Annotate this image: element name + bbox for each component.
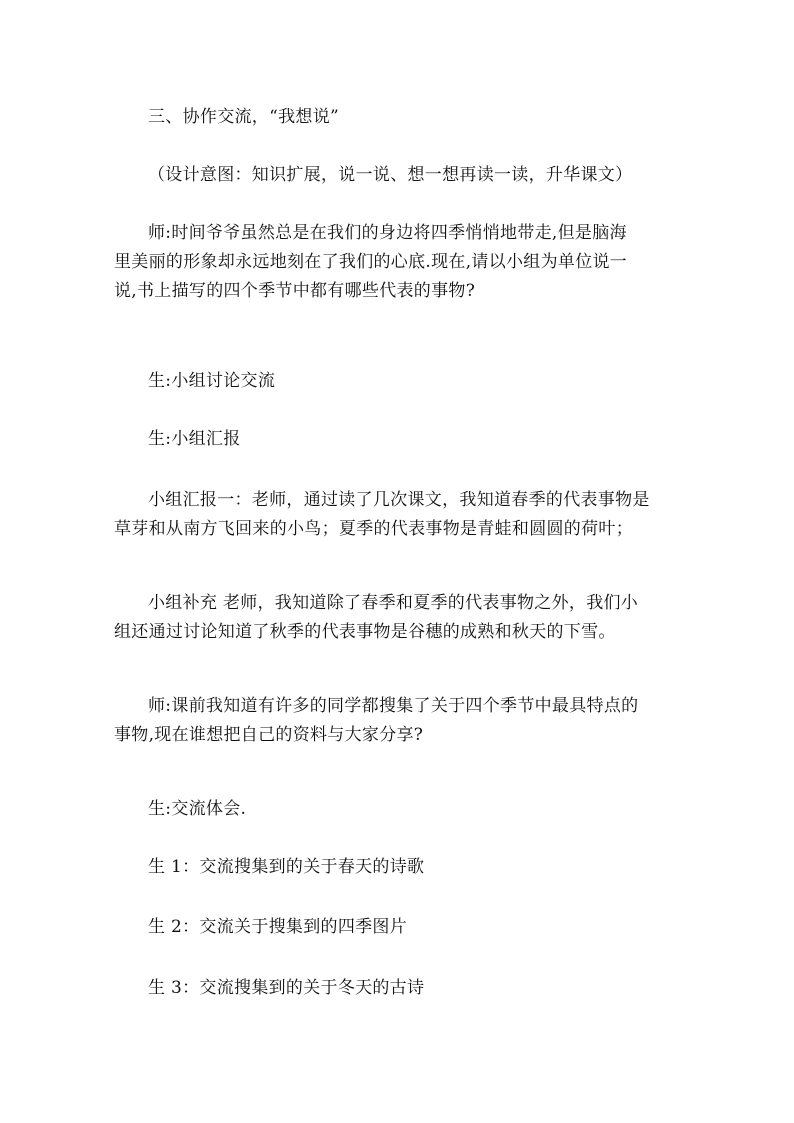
student-paragraph: [114, 853, 694, 882]
text-line: 生 1：交流搜集到的关于春天的诗歌: [148, 857, 425, 877]
text-line: 三、协作交流，“我想说”: [148, 107, 339, 127]
text-line: 草芽和从南方飞回来的小鸟；夏季的代表事物是青蛙和圆圆的荷叶；: [114, 519, 633, 539]
section-heading: [114, 103, 694, 132]
text-line: 事物,现在谁想把自己的资料与大家分享?: [114, 725, 424, 745]
student-paragraph: [114, 367, 694, 396]
text-line: 生:交流体会.: [148, 799, 247, 819]
text-line: 生 2：交流关于搜集到的四季图片: [148, 917, 408, 937]
student-paragraph: [114, 795, 694, 824]
text-line: 师:时间爷爷虽然总是在我们的身边将四季悄悄地带走,但是脑海: [148, 223, 627, 243]
group-supplement-paragraph: [114, 589, 694, 647]
text-line: 小组汇报一：老师，通过读了几次课文，我知道春季的代表事物是: [148, 490, 650, 510]
text-line: 里美丽的形象却永远地刻在了我们的心底.现在,请以小组为单位说一: [114, 252, 628, 272]
text-line: 说,书上描写的四个季节中都有哪些代表的事物?: [114, 281, 476, 301]
teacher-paragraph: [114, 692, 694, 750]
student-paragraph: [114, 913, 694, 942]
text-line: 生:小组讨论交流: [148, 371, 276, 391]
text-line: 生:小组汇报: [148, 429, 241, 449]
text-line: （设计意图：知识扩展，说一说、想一想再读一读，升华课文）: [148, 165, 633, 185]
text-line: 生 3：交流搜集到的关于冬天的古诗: [148, 978, 425, 998]
student-paragraph: [114, 974, 694, 1003]
text-line: 组还通过讨论知道了秋季的代表事物是谷穗的成熟和秋天的下雪。: [114, 622, 616, 642]
text-line: 师:课前我知道有许多的同学都搜集了关于四个季节中最具特点的: [148, 696, 639, 716]
group-report-paragraph: [114, 486, 694, 544]
student-paragraph: [114, 425, 694, 454]
teacher-paragraph: [114, 219, 694, 306]
text-line: 小组补充 老师，我知道除了春季和夏季的代表事物之外，我们小: [148, 593, 639, 613]
design-intent-paragraph: [114, 161, 694, 190]
